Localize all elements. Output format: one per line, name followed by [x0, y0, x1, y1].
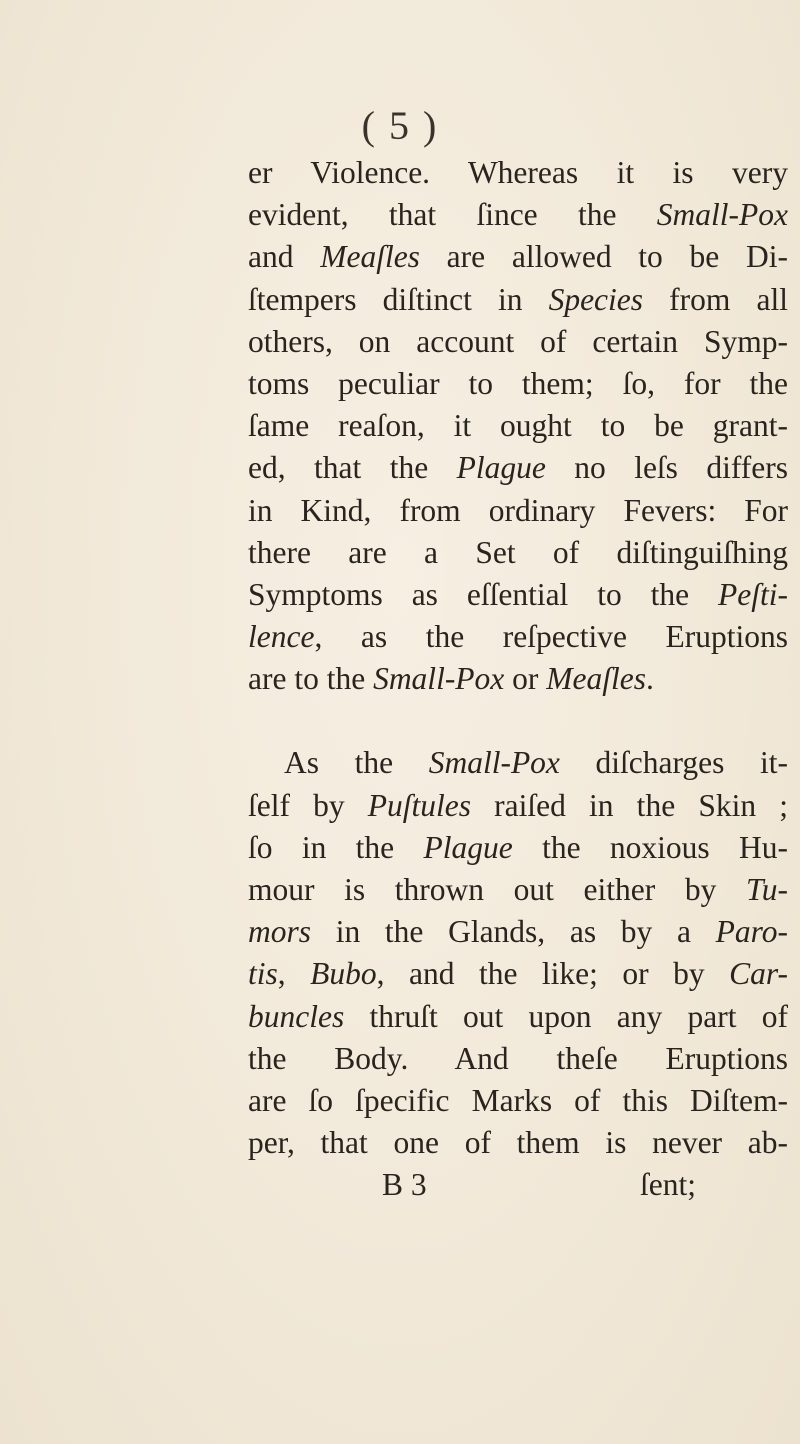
italic-term: tis: [248, 956, 278, 992]
italic-term: Species: [548, 281, 644, 317]
italic-term: Bubo: [310, 956, 377, 992]
catchword: ſent;: [640, 1167, 696, 1203]
italic-term: Small-Pox: [656, 197, 788, 233]
text-line: [248, 490, 788, 532]
text-line: [248, 447, 788, 489]
text-line: [248, 1122, 788, 1164]
text-run: from all: [643, 281, 789, 317]
text-line: [248, 742, 788, 784]
paragraph-2: [248, 742, 788, 1164]
text-run: others, on account of certain Symp-: [248, 323, 788, 359]
text-run: ed, that the: [248, 450, 457, 486]
text-line: [248, 194, 788, 236]
text-run: are allowed to be Di-: [419, 239, 788, 275]
italic-term: Plague: [456, 450, 546, 486]
text-line: [248, 827, 788, 869]
text-line: [248, 279, 788, 321]
text-line: [248, 869, 788, 911]
text-line: [248, 532, 788, 574]
text-run: the noxious Hu-: [512, 829, 788, 865]
italic-term: Small-Pox: [373, 661, 505, 697]
text-run: toms peculiar to them; ſo, for the: [248, 365, 788, 401]
text-run: ſelf by: [248, 787, 368, 823]
text-line: [248, 363, 788, 405]
text-run: ſame reaſon, it ought to be grant-: [248, 408, 788, 444]
text-line: [248, 953, 788, 995]
italic-term: Meaſles: [546, 661, 646, 697]
italic-term: mors: [248, 914, 312, 950]
italic-term: Car-: [729, 956, 788, 992]
text-run: , and the like; or by: [376, 956, 730, 992]
text-run: ,: [277, 956, 311, 992]
paragraph-gap: [248, 700, 788, 742]
page-footer: [248, 1164, 788, 1206]
text-line: [248, 658, 788, 700]
italic-term: Meaſles: [320, 239, 420, 275]
text-line: [248, 911, 788, 953]
text-run: per, that one of them is never ab-: [248, 1125, 788, 1161]
italic-term: Plague: [423, 829, 513, 865]
text-line: [248, 574, 788, 616]
text-line: [248, 1080, 788, 1122]
italic-term: Puſtules: [367, 787, 472, 823]
text-run: ſo in the: [248, 829, 424, 865]
italic-term: Peſti-: [718, 576, 788, 612]
italic-term: buncles: [248, 998, 345, 1034]
text-run: raiſed in the Skin ;: [471, 787, 788, 823]
text-line: [248, 996, 788, 1038]
text-run: the Body. And theſe Eruptions: [248, 1040, 788, 1076]
text-line: [248, 321, 788, 363]
text-line: [248, 152, 788, 194]
text-run: ſtempers diſtinct in: [248, 281, 549, 317]
text-run: no leſs differs: [545, 450, 789, 486]
italic-term: lence: [248, 619, 315, 655]
text-run: are to the: [248, 661, 374, 697]
text-line: [248, 785, 788, 827]
text-run: are ſo ſpecific Marks of this Diſtem-: [248, 1082, 788, 1118]
text-run: in Kind, from ordinary Fevers: For: [248, 492, 788, 528]
text-line: [248, 1038, 788, 1080]
italic-term: Small-Pox: [428, 745, 560, 781]
italic-term: Tu-: [745, 872, 788, 907]
text-line: [248, 236, 788, 278]
text-run: .: [646, 661, 654, 697]
text-run: or: [504, 661, 547, 697]
text-run: evident, that ſince the: [248, 197, 657, 233]
text-run: thruſt out upon any part of: [344, 998, 788, 1034]
text-run: Symptoms as eſſential to the: [248, 576, 719, 612]
signature-mark: B 3: [382, 1167, 427, 1203]
text-run: in the Glands, as by a: [311, 914, 716, 950]
page-number-header: ( 5 ): [361, 103, 439, 148]
text-run: As the: [284, 745, 429, 781]
text-run: there are a Set of diſtinguiſhing: [248, 534, 788, 570]
body-text: [248, 152, 788, 1207]
text-run: , as the reſpective Eruptions: [314, 619, 788, 655]
italic-term: Paro-: [715, 914, 788, 950]
text-line: [248, 616, 788, 658]
text-run: er Violence. Whereas it is very: [248, 155, 788, 190]
text-line: [248, 405, 788, 447]
text-run: mour is thrown out either by: [248, 872, 746, 907]
text-run: and: [248, 239, 321, 275]
text-run: diſcharges it-: [559, 745, 788, 781]
paragraph-1: [248, 152, 788, 700]
